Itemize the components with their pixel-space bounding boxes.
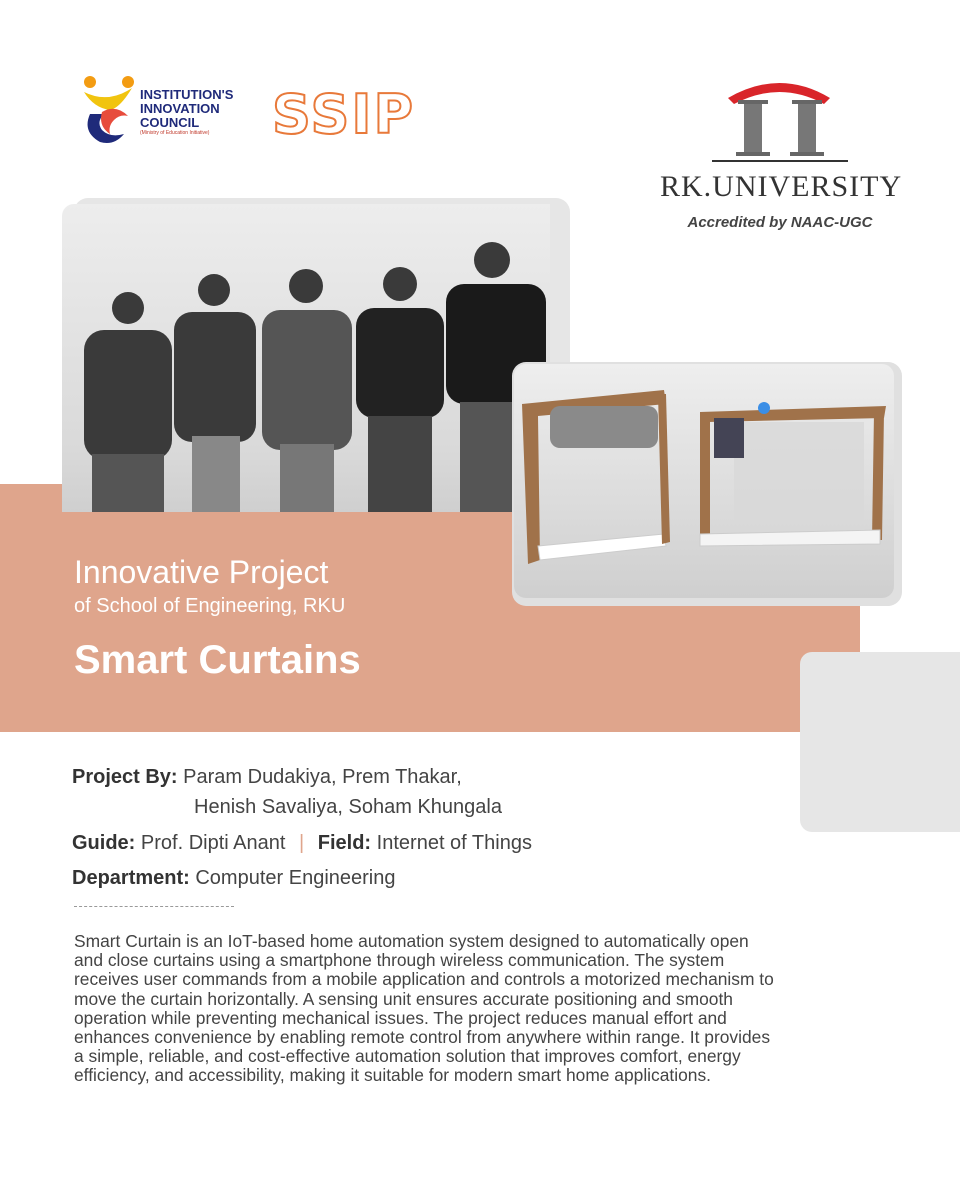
iic-subtitle: (Ministry of Education Initiative) (140, 130, 210, 136)
project-by-row (72, 763, 462, 791)
pillars-icon (660, 74, 900, 170)
ssip-logo: SSIP (272, 83, 416, 146)
iic-line1: INSTITUTION'S (140, 87, 234, 102)
guide-label: Guide: (72, 832, 136, 854)
project-title: Smart Curtains (74, 638, 361, 682)
iic-line2: INNOVATION (140, 101, 220, 116)
headline: Innovative Project (74, 554, 329, 590)
separator: | (299, 832, 305, 854)
project-by-names-line1: Param Dudakiya, Prem Thakar, (183, 766, 462, 788)
prototype-photo (514, 364, 894, 598)
curtain-prototype-icon (514, 364, 894, 598)
iic-logo (80, 74, 260, 150)
department-row (72, 864, 395, 892)
team-photo (62, 204, 550, 512)
rku-accreditation: Accredited by NAAC-UGC (687, 214, 873, 231)
iic-line3: COUNCIL (140, 115, 200, 130)
project-description: Smart Curtain is an IoT-based home automation system designed to automatically open and close curtains using a smartphone through wireless communication. The system receives user commands from a mobile application and controls a motorized mechanism to move the curtain horizontally. A sensing unit ensures accurate positioning and smooth operation while preventing mechanical issues. The project reduces manual effort and enhances convenience by enabling remote control from anywhere within range. It provides a simple, reliable, and cost-effective automation solution that improves comfort, energy efficiency, and accessibility, making it suitable for modern smart home applications. (74, 931, 774, 1086)
rku-wordmark: RK.UNIVERSITY (660, 170, 903, 203)
field-value: Internet of Things (376, 832, 532, 854)
subline: of School of Engineering, RKU (74, 595, 346, 617)
rku-logo (660, 74, 903, 234)
team-figures-icon (62, 204, 550, 512)
guide-field-row (72, 829, 532, 857)
iic-wordmark (140, 88, 233, 137)
iic-mark-icon (80, 74, 136, 146)
guide-value: Prof. Dipti Anant (140, 832, 286, 854)
department-label: Department: (72, 867, 190, 889)
grey-decoration-right (800, 652, 960, 832)
department-value: Computer Engineering (195, 867, 396, 889)
field-label: Field: (317, 832, 372, 854)
project-by-label: Project By: (72, 766, 178, 788)
project-by-names-line2: Henish Savaliya, Soham Khungala (194, 796, 502, 818)
dashed-divider (74, 906, 234, 907)
